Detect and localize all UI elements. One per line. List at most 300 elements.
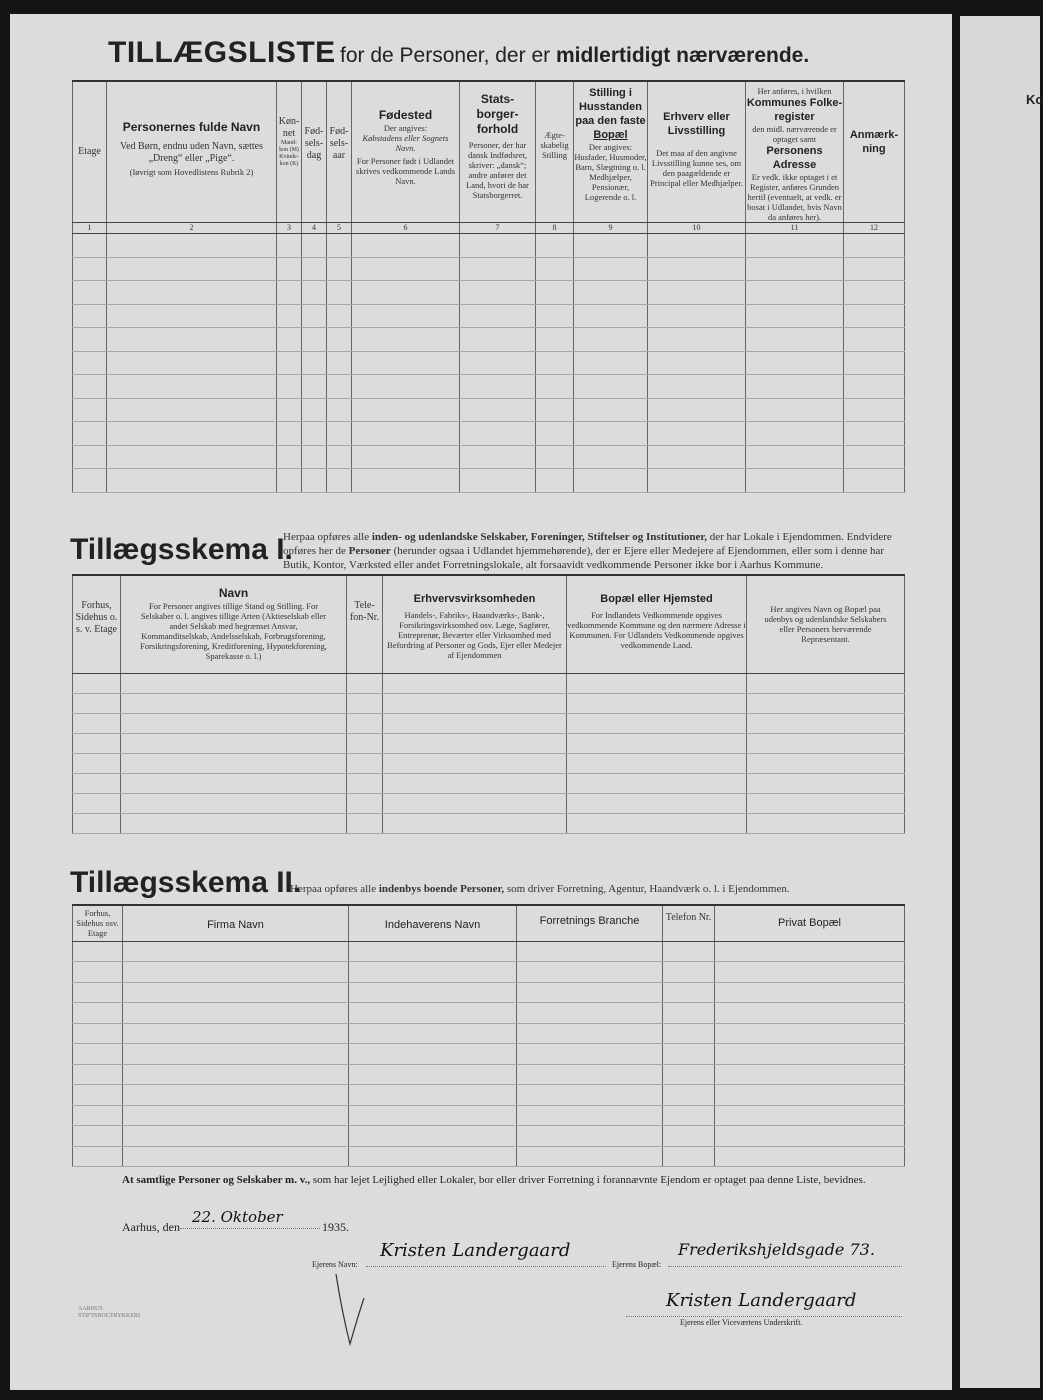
table-cell[interactable] xyxy=(536,445,574,469)
table-cell[interactable] xyxy=(277,422,302,446)
table-cell[interactable] xyxy=(73,733,121,753)
table-cell[interactable] xyxy=(574,469,648,493)
table-cell[interactable] xyxy=(747,793,905,813)
table-cell[interactable] xyxy=(567,673,747,693)
table-cell[interactable] xyxy=(663,1023,715,1044)
table-cell[interactable] xyxy=(302,328,327,352)
table-cell[interactable] xyxy=(121,673,347,693)
table-cell[interactable] xyxy=(73,1044,123,1065)
table-cell[interactable] xyxy=(460,398,536,422)
table-row xyxy=(73,234,905,258)
table-cell[interactable] xyxy=(277,281,302,305)
date-line: Aarhus, den xyxy=(122,1220,180,1234)
table-cell[interactable] xyxy=(746,304,844,328)
table-cell[interactable] xyxy=(302,375,327,399)
table-cell[interactable] xyxy=(460,351,536,375)
main-list-subtitle: for de Personer, der er midlertidigt nærværende. xyxy=(340,44,810,67)
table-cell[interactable] xyxy=(517,1044,663,1065)
table-cell[interactable] xyxy=(123,1126,349,1147)
col-number: 3 xyxy=(277,223,302,234)
table-cell[interactable] xyxy=(121,793,347,813)
col-number: 5 xyxy=(327,223,352,234)
table-cell[interactable] xyxy=(349,982,517,1003)
table-row xyxy=(73,398,905,422)
signature-field: Kristen Landergaard xyxy=(626,1290,902,1317)
owner-name-label: Ejerens Navn: xyxy=(312,1260,358,1269)
table-cell[interactable] xyxy=(574,398,648,422)
table-cell[interactable] xyxy=(123,1146,349,1167)
table-cell[interactable] xyxy=(302,398,327,422)
year: 1935. xyxy=(322,1220,349,1234)
table-cell[interactable] xyxy=(327,304,352,328)
table-cell[interactable] xyxy=(352,281,460,305)
table-cell[interactable] xyxy=(663,1085,715,1106)
table-cell[interactable] xyxy=(747,813,905,833)
table-cell[interactable] xyxy=(648,469,746,493)
table-cell[interactable] xyxy=(277,328,302,352)
table-cell[interactable] xyxy=(383,713,567,733)
table-cell[interactable] xyxy=(107,328,277,352)
header-fodested: Fødested Der angives: Købstadens eller Sognets Navn. For Personer født i Udlandet skrives vedkommende Lands Navn. xyxy=(352,81,460,223)
table-cell[interactable] xyxy=(352,257,460,281)
table-cell[interactable] xyxy=(121,773,347,793)
table-cell[interactable] xyxy=(383,793,567,813)
table-cell[interactable] xyxy=(347,753,383,773)
s1-header-erhverv: Erhvervsvirksomheden Handels-, Fabriks-, Haandværks-, Bank-, Forsikringsvirksomhed osv. Læge, Sagfører, Entreprenør, Beværter eller Virksomhed med Befordring af Personer og Gods, Ejer eller Medejer af Ejendommen xyxy=(383,575,567,673)
table-cell[interactable] xyxy=(460,328,536,352)
table-cell[interactable] xyxy=(383,753,567,773)
table-cell[interactable] xyxy=(277,469,302,493)
table-cell[interactable] xyxy=(302,234,327,258)
table-cell[interactable] xyxy=(460,469,536,493)
table-cell[interactable] xyxy=(844,304,905,328)
table-cell[interactable] xyxy=(302,445,327,469)
table-cell[interactable] xyxy=(349,1105,517,1126)
table-row xyxy=(73,351,905,375)
table-cell[interactable] xyxy=(746,281,844,305)
table-cell[interactable] xyxy=(746,375,844,399)
table-cell[interactable] xyxy=(347,773,383,793)
table-cell[interactable] xyxy=(73,257,107,281)
table-cell[interactable] xyxy=(844,422,905,446)
table-cell[interactable] xyxy=(73,1146,123,1167)
table-cell[interactable] xyxy=(844,234,905,258)
table-cell[interactable] xyxy=(574,422,648,446)
table-cell[interactable] xyxy=(327,281,352,305)
table-cell[interactable] xyxy=(73,713,121,733)
table-cell[interactable] xyxy=(352,234,460,258)
table-cell[interactable] xyxy=(536,398,574,422)
table-cell[interactable] xyxy=(349,1064,517,1085)
table-cell[interactable] xyxy=(746,351,844,375)
table-cell[interactable] xyxy=(648,351,746,375)
table-cell[interactable] xyxy=(123,941,349,962)
table-cell[interactable] xyxy=(567,813,747,833)
table-cell[interactable] xyxy=(517,1003,663,1024)
s1-header-navn: Navn For Personer angives tillige Stand og Stilling. For Selskaber o. l. angives tillige Arten (Aktieselskab eller andet Selskab med begrænset Ansvar, Kommanditselskab, Andelsselskab, Forbrugsforening, Forsikringsforening, Kreditforening, Hypotekforening, Sparekasse o. l.) xyxy=(121,575,347,673)
table-cell[interactable] xyxy=(715,962,905,983)
table-cell[interactable] xyxy=(536,375,574,399)
table-row xyxy=(73,793,905,813)
table-row xyxy=(73,941,905,962)
table-cell[interactable] xyxy=(460,304,536,328)
table-cell[interactable] xyxy=(73,1064,123,1085)
table-cell[interactable] xyxy=(715,1146,905,1167)
table-cell[interactable] xyxy=(123,1023,349,1044)
table-cell[interactable] xyxy=(715,1003,905,1024)
table-cell[interactable] xyxy=(73,1126,123,1147)
table-cell[interactable] xyxy=(121,753,347,773)
table-cell[interactable] xyxy=(663,1105,715,1126)
table-cell[interactable] xyxy=(460,281,536,305)
table-cell[interactable] xyxy=(73,941,123,962)
table-cell[interactable] xyxy=(844,351,905,375)
table-cell[interactable] xyxy=(517,1085,663,1106)
table-cell[interactable] xyxy=(574,304,648,328)
skema1-title: Tillægsskema I. xyxy=(70,533,293,566)
table-cell[interactable] xyxy=(517,1146,663,1167)
table-cell[interactable] xyxy=(73,673,121,693)
table-cell[interactable] xyxy=(352,328,460,352)
header-aegteskab: Ægte-skabelig Stilling xyxy=(536,81,574,223)
table-cell[interactable] xyxy=(352,422,460,446)
table-cell[interactable] xyxy=(327,469,352,493)
skema1-table xyxy=(72,574,905,834)
table-cell[interactable] xyxy=(352,351,460,375)
table-cell[interactable] xyxy=(73,328,107,352)
table-cell[interactable] xyxy=(302,281,327,305)
table-cell[interactable] xyxy=(327,422,352,446)
table-cell[interactable] xyxy=(383,733,567,753)
header-etage: Etage xyxy=(73,81,107,223)
skema1-intro: Herpaa opføres alle inden- og udenlandske Selskaber, Foreninger, Stiftelser og Institutioner, der har Lokale i Ejendommen. Endvidere opføres her de Personer (herunder ogsaa i Udlandet hjemmehørende), der er Ejere eller Medejere af Ejendommen, eller som i denne har Butik, Kontor, Værksted eller andet Forretningslokale, alt forsaavidt vedkommende Personer ikke bor i Aarhus Kommune. xyxy=(283,531,892,571)
table-cell[interactable] xyxy=(648,234,746,258)
table-cell[interactable] xyxy=(73,1085,123,1106)
table-cell[interactable] xyxy=(121,813,347,833)
table-cell[interactable] xyxy=(574,328,648,352)
table-cell[interactable] xyxy=(73,234,107,258)
col-number: 11 xyxy=(746,223,844,234)
table-cell[interactable] xyxy=(352,375,460,399)
table-cell[interactable] xyxy=(73,693,121,713)
table-cell[interactable] xyxy=(349,1023,517,1044)
table-cell[interactable] xyxy=(73,982,123,1003)
table-cell[interactable] xyxy=(302,257,327,281)
table-cell[interactable] xyxy=(574,281,648,305)
printer-mark: AARHUS STIFTSBOGTRYKKERI xyxy=(78,1306,141,1319)
table-cell[interactable] xyxy=(123,1064,349,1085)
table-cell[interactable] xyxy=(460,445,536,469)
table-cell[interactable] xyxy=(747,733,905,753)
table-cell[interactable] xyxy=(107,281,277,305)
table-cell[interactable] xyxy=(648,398,746,422)
table-cell[interactable] xyxy=(349,1126,517,1147)
table-cell[interactable] xyxy=(123,962,349,983)
table-cell[interactable] xyxy=(517,1023,663,1044)
table-cell[interactable] xyxy=(73,469,107,493)
table-cell[interactable] xyxy=(73,773,121,793)
table-cell[interactable] xyxy=(517,1105,663,1126)
table-cell[interactable] xyxy=(747,753,905,773)
table-cell[interactable] xyxy=(302,304,327,328)
table-cell[interactable] xyxy=(347,713,383,733)
table-cell[interactable] xyxy=(107,422,277,446)
header-kommune: Her anføres, i hvilken Kommunes Folke-register den midl. nærværende er optaget samt Personens Adresse Er vedk. ikke optaget i et Register, anføres Grunden hertil (eventuelt, at vedk. er bosat i Udlandet, hvis Navn da anføres her). xyxy=(746,81,844,223)
table-cell[interactable] xyxy=(536,257,574,281)
table-cell[interactable] xyxy=(107,445,277,469)
table-cell[interactable] xyxy=(277,375,302,399)
table-cell[interactable] xyxy=(746,328,844,352)
table-cell[interactable] xyxy=(663,1126,715,1147)
table-cell[interactable] xyxy=(73,793,121,813)
table-cell[interactable] xyxy=(277,398,302,422)
table-cell[interactable] xyxy=(73,445,107,469)
table-cell[interactable] xyxy=(347,693,383,713)
table-cell[interactable] xyxy=(663,962,715,983)
table-cell[interactable] xyxy=(536,281,574,305)
table-cell[interactable] xyxy=(349,1044,517,1065)
table-cell[interactable] xyxy=(107,234,277,258)
table-cell[interactable] xyxy=(123,982,349,1003)
table-cell[interactable] xyxy=(352,445,460,469)
table-cell[interactable] xyxy=(383,773,567,793)
table-cell[interactable] xyxy=(517,962,663,983)
table-cell[interactable] xyxy=(663,941,715,962)
table-cell[interactable] xyxy=(715,1023,905,1044)
table-cell[interactable] xyxy=(121,733,347,753)
owner-name-field: Kristen Landergaard xyxy=(366,1240,606,1267)
s2-header-forhus: Forhus, Sidehus osv. Etage xyxy=(73,905,123,941)
table-cell[interactable] xyxy=(663,1003,715,1024)
table-cell[interactable] xyxy=(123,1003,349,1024)
table-cell[interactable] xyxy=(107,398,277,422)
table-cell[interactable] xyxy=(663,1146,715,1167)
table-cell[interactable] xyxy=(844,469,905,493)
col-number: 1 xyxy=(73,223,107,234)
table-cell[interactable] xyxy=(277,351,302,375)
table-cell[interactable] xyxy=(347,813,383,833)
s1-header-repr: Her angives Navn og Bopæl paa udenbys og udenlandske Selskabers eller Personers herværende Repræsentant. xyxy=(747,575,905,673)
table-cell[interactable] xyxy=(302,351,327,375)
table-cell[interactable] xyxy=(567,773,747,793)
col-number: 2 xyxy=(107,223,277,234)
table-cell[interactable] xyxy=(844,257,905,281)
table-cell[interactable] xyxy=(746,398,844,422)
table-cell[interactable] xyxy=(121,713,347,733)
table-cell[interactable] xyxy=(107,257,277,281)
table-cell[interactable] xyxy=(648,304,746,328)
table-cell[interactable] xyxy=(536,304,574,328)
table-cell[interactable] xyxy=(347,673,383,693)
table-cell[interactable] xyxy=(327,257,352,281)
table-row xyxy=(73,733,905,753)
table-cell[interactable] xyxy=(715,982,905,1003)
table-cell[interactable] xyxy=(277,257,302,281)
table-cell[interactable] xyxy=(349,1146,517,1167)
table-cell[interactable] xyxy=(567,693,747,713)
table-cell[interactable] xyxy=(73,1105,123,1126)
table-cell[interactable] xyxy=(517,1126,663,1147)
table-cell[interactable] xyxy=(715,1126,905,1147)
table-cell[interactable] xyxy=(536,351,574,375)
col-number: 12 xyxy=(844,223,905,234)
table-cell[interactable] xyxy=(663,982,715,1003)
table-cell[interactable] xyxy=(327,234,352,258)
s2-header-telefon: Telefon Nr. xyxy=(663,905,715,941)
table-cell[interactable] xyxy=(574,351,648,375)
table-row xyxy=(73,753,905,773)
table-cell[interactable] xyxy=(517,941,663,962)
table-cell[interactable] xyxy=(277,445,302,469)
table-cell[interactable] xyxy=(352,398,460,422)
table-cell[interactable] xyxy=(663,1044,715,1065)
table-cell[interactable] xyxy=(844,281,905,305)
header-anmaerkning: Anmærk-ning xyxy=(844,81,905,223)
table-cell[interactable] xyxy=(460,234,536,258)
table-row xyxy=(73,1126,905,1147)
table-cell[interactable] xyxy=(302,422,327,446)
table-cell[interactable] xyxy=(567,793,747,813)
table-cell[interactable] xyxy=(123,1044,349,1065)
table-cell[interactable] xyxy=(517,982,663,1003)
table-cell[interactable] xyxy=(121,693,347,713)
table-cell[interactable] xyxy=(746,422,844,446)
table-cell[interactable] xyxy=(302,469,327,493)
table-cell[interactable] xyxy=(715,1064,905,1085)
s2-header-branche: Forretnings Branche xyxy=(517,905,663,941)
table-cell[interactable] xyxy=(327,328,352,352)
table-cell[interactable] xyxy=(715,941,905,962)
table-cell[interactable] xyxy=(574,375,648,399)
table-cell[interactable] xyxy=(648,328,746,352)
adjacent-page xyxy=(960,16,1043,1388)
main-list-table xyxy=(72,80,905,493)
table-cell[interactable] xyxy=(844,328,905,352)
table-cell[interactable] xyxy=(349,1085,517,1106)
table-cell[interactable] xyxy=(536,422,574,446)
table-cell[interactable] xyxy=(517,1064,663,1085)
table-row xyxy=(73,813,905,833)
table-cell[interactable] xyxy=(648,422,746,446)
table-cell[interactable] xyxy=(747,693,905,713)
table-cell[interactable] xyxy=(352,304,460,328)
col-number: 9 xyxy=(574,223,648,234)
table-cell[interactable] xyxy=(844,398,905,422)
table-cell[interactable] xyxy=(123,1105,349,1126)
attestation-statement: At samtlige Personer og Selskaber m. v., som har lejet Lejlighed eller Lokaler, bor eller driver Forretning i forannævnte Ejendom er optaget paa denne Liste, bevidnes. xyxy=(122,1174,866,1186)
table-cell[interactable] xyxy=(536,328,574,352)
table-cell[interactable] xyxy=(746,445,844,469)
table-cell[interactable] xyxy=(383,673,567,693)
table-row xyxy=(73,328,905,352)
table-cell[interactable] xyxy=(349,1003,517,1024)
table-cell[interactable] xyxy=(567,753,747,773)
table-cell[interactable] xyxy=(648,281,746,305)
s2-header-indehaver: Indehaverens Navn xyxy=(349,905,517,941)
table-cell[interactable] xyxy=(73,375,107,399)
table-cell[interactable] xyxy=(574,234,648,258)
table-cell[interactable] xyxy=(277,234,302,258)
table-cell[interactable] xyxy=(73,1023,123,1044)
table-cell[interactable] xyxy=(73,1003,123,1024)
table-cell[interactable] xyxy=(73,304,107,328)
table-cell[interactable] xyxy=(73,281,107,305)
s2-header-bopael: Privat Bopæl xyxy=(715,905,905,941)
table-cell[interactable] xyxy=(347,733,383,753)
table-cell[interactable] xyxy=(648,375,746,399)
table-cell[interactable] xyxy=(73,962,123,983)
table-cell[interactable] xyxy=(747,713,905,733)
table-cell[interactable] xyxy=(574,445,648,469)
table-cell[interactable] xyxy=(844,445,905,469)
table-row xyxy=(73,422,905,446)
table-cell[interactable] xyxy=(347,793,383,813)
table-cell[interactable] xyxy=(327,351,352,375)
col-number: 7 xyxy=(460,223,536,234)
table-cell[interactable] xyxy=(844,375,905,399)
table-cell[interactable] xyxy=(73,351,107,375)
header-fodselsdag: Fød-sels-dag xyxy=(302,81,327,223)
table-cell[interactable] xyxy=(73,422,107,446)
table-cell[interactable] xyxy=(536,469,574,493)
table-cell[interactable] xyxy=(460,375,536,399)
table-cell[interactable] xyxy=(747,673,905,693)
table-cell[interactable] xyxy=(383,813,567,833)
table-cell[interactable] xyxy=(715,1044,905,1065)
main-list-title: TILLÆGSLISTE xyxy=(108,36,336,69)
table-cell[interactable] xyxy=(567,713,747,733)
table-cell[interactable] xyxy=(567,733,747,753)
table-row xyxy=(73,1085,905,1106)
table-cell[interactable] xyxy=(460,422,536,446)
table-cell[interactable] xyxy=(746,469,844,493)
table-cell[interactable] xyxy=(107,469,277,493)
table-cell[interactable] xyxy=(574,257,648,281)
table-cell[interactable] xyxy=(327,375,352,399)
table-cell[interactable] xyxy=(107,351,277,375)
table-cell[interactable] xyxy=(715,1085,905,1106)
table-cell[interactable] xyxy=(536,234,574,258)
table-cell[interactable] xyxy=(648,445,746,469)
table-cell[interactable] xyxy=(277,304,302,328)
table-cell[interactable] xyxy=(327,398,352,422)
table-cell[interactable] xyxy=(383,693,567,713)
table-cell[interactable] xyxy=(73,753,121,773)
table-cell[interactable] xyxy=(746,234,844,258)
table-cell[interactable] xyxy=(107,375,277,399)
table-row xyxy=(73,773,905,793)
table-row xyxy=(73,257,905,281)
table-cell[interactable] xyxy=(73,813,121,833)
table-row xyxy=(73,445,905,469)
table-cell[interactable] xyxy=(327,445,352,469)
owner-address-field: Frederikshjeldsgade 73. xyxy=(668,1240,902,1267)
header-stilling: Stilling i Husstanden paa den faste Bopæl Der angives: Husfader, Husmoder, Barn, Slægtning o. l. Medhjælper, Pensionær, Logerende o. l. xyxy=(574,81,648,223)
table-cell[interactable] xyxy=(73,398,107,422)
table-cell[interactable] xyxy=(648,257,746,281)
table-cell[interactable] xyxy=(349,941,517,962)
table-cell[interactable] xyxy=(349,962,517,983)
table-cell[interactable] xyxy=(747,773,905,793)
table-cell[interactable] xyxy=(123,1085,349,1106)
table-cell[interactable] xyxy=(746,257,844,281)
table-cell[interactable] xyxy=(107,304,277,328)
table-cell[interactable] xyxy=(663,1064,715,1085)
table-cell[interactable] xyxy=(352,469,460,493)
table-cell[interactable] xyxy=(460,257,536,281)
table-cell[interactable] xyxy=(715,1105,905,1126)
header-kon: Køn-net Mand-kon (M) Kvinde-kon (K) xyxy=(277,81,302,223)
